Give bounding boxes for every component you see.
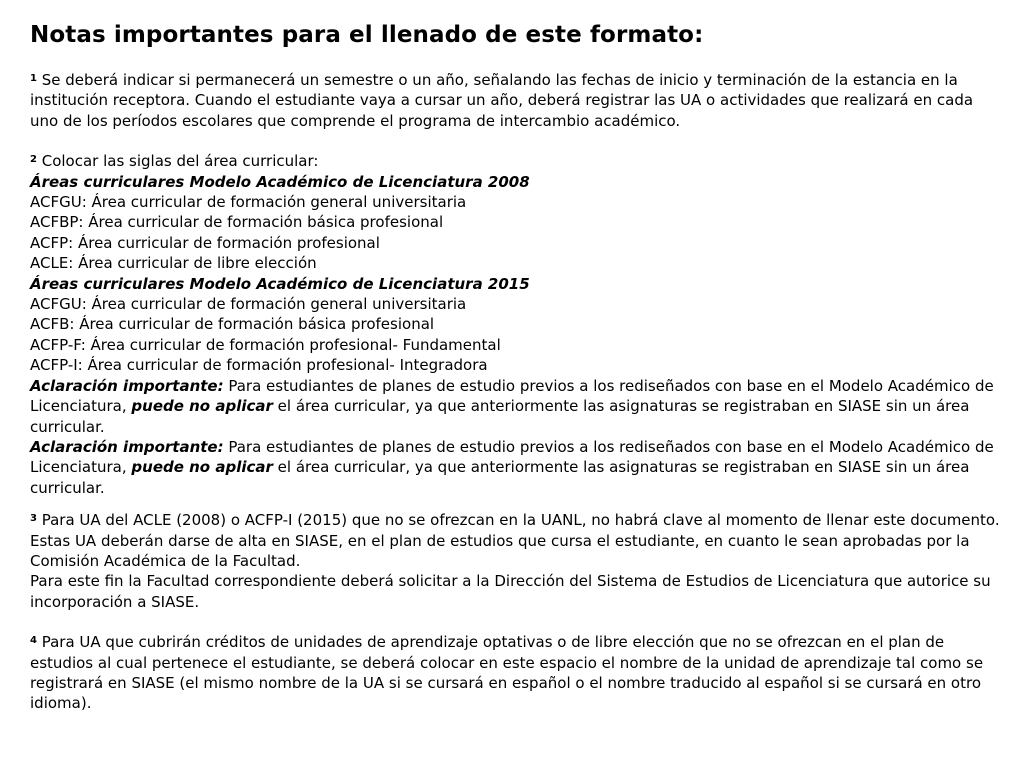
note-3-continuation: Para este fin la Facultad correspondiente deberá solicitar a la Dirección del Sistema de Estudios de Licenciatura que autorice su incorporación a SIASE.	[30, 572, 991, 611]
list-item: ACFGU: Área curricular de formación general universitaria	[30, 193, 467, 212]
list-item: ACFGU: Área curricular de formación general universitaria	[30, 295, 467, 314]
model-2008-heading: Áreas curriculares Modelo Académico de Licenciatura 2008	[30, 172, 530, 191]
notes-document	[30, 20, 1000, 714]
note-3-ref: 3	[30, 513, 37, 525]
list-item: ACLE: Área curricular de libre elección	[30, 254, 317, 273]
model-2015-heading: Áreas curriculares Modelo Académico de Licenciatura 2015	[30, 274, 530, 293]
clarification-text-b: el área curricular, ya que anteriormente las asignaturas se registraban en SIASE sin un área curricular.	[30, 458, 970, 497]
note-4-ref: 4	[30, 635, 37, 647]
list-item: ACFP: Área curricular de formación profesional	[30, 233, 380, 252]
list-item: ACFP-I: Área curricular de formación profesional- Integradora	[30, 356, 488, 375]
note-2-ref: 2	[30, 154, 37, 166]
page-title: Notas importantes para el llenado de este formato:	[30, 22, 704, 48]
note-1	[30, 70, 1000, 131]
clarification-2	[30, 437, 1000, 498]
clarification-label: Aclaración importante:	[30, 376, 224, 395]
note-4-text: Para UA que cubrirán créditos de unidades de aprendizaje optativas o de libre elección que no se ofrezcan en el plan de estudios al cual pertenece el estudiante, se deberá colocar en este espacio el nombre de la unidad de aprendizaje tal como se registrará en SIASE (el mismo nombre de la UA si se cursará en español o el nombre traducido al español si se cursará en otro idioma).	[30, 633, 984, 713]
clarification-emphasis: puede no aplicar	[131, 458, 273, 477]
note-3	[30, 510, 1000, 571]
note-2	[30, 151, 1000, 498]
note-3-text: Para UA del ACLE (2008) o ACFP-I (2015) que no se ofrezcan en la UANL, no habrá clave al momento de llenar este documento. Estas UA deberán darse de alta en SIASE, en el plan de estudios que cursa el estudiante, en cuanto le sean aprobadas por la Comisión Académica de la Facultad.	[30, 511, 1000, 570]
clarification-1	[30, 376, 1000, 437]
list-item: ACFBP: Área curricular de formación básica profesional	[30, 213, 444, 232]
clarification-label: Aclaración importante:	[30, 437, 224, 456]
clarification-text-a: Para estudiantes de planes de estudio previos a los rediseñados con base en el Modelo Académico de Licenciatura,	[30, 437, 994, 477]
list-item: ACFP-F: Área curricular de formación profesional- Fundamental	[30, 335, 501, 354]
list-item: ACFB: Área curricular de formación básica profesional	[30, 315, 435, 334]
note-2-intro-line	[30, 151, 1000, 171]
clarification-text-b: el área curricular, ya que anteriormente las asignaturas se registraban en SIASE sin un área curricular.	[30, 397, 970, 436]
note-1-text: Se deberá indicar si permanecerá un semestre o un año, señalando las fechas de inicio y terminación de la estancia en la institución receptora. Cuando el estudiante vaya a cursar un año, deberá registrar las UA o actividades que realizará en cada uno de los períodos escolares que comprende el programa de intercambio académico.	[30, 71, 974, 130]
clarification-emphasis: puede no aplicar	[131, 397, 273, 416]
note-4	[30, 632, 1000, 714]
note-2-intro: Colocar las siglas del área curricular:	[36, 152, 319, 171]
note-1-ref: 1	[30, 73, 37, 84]
clarification-text-a: Para estudiantes de planes de estudio previos a los rediseñados con base en el Modelo Académico de Licenciatura,	[30, 376, 994, 416]
